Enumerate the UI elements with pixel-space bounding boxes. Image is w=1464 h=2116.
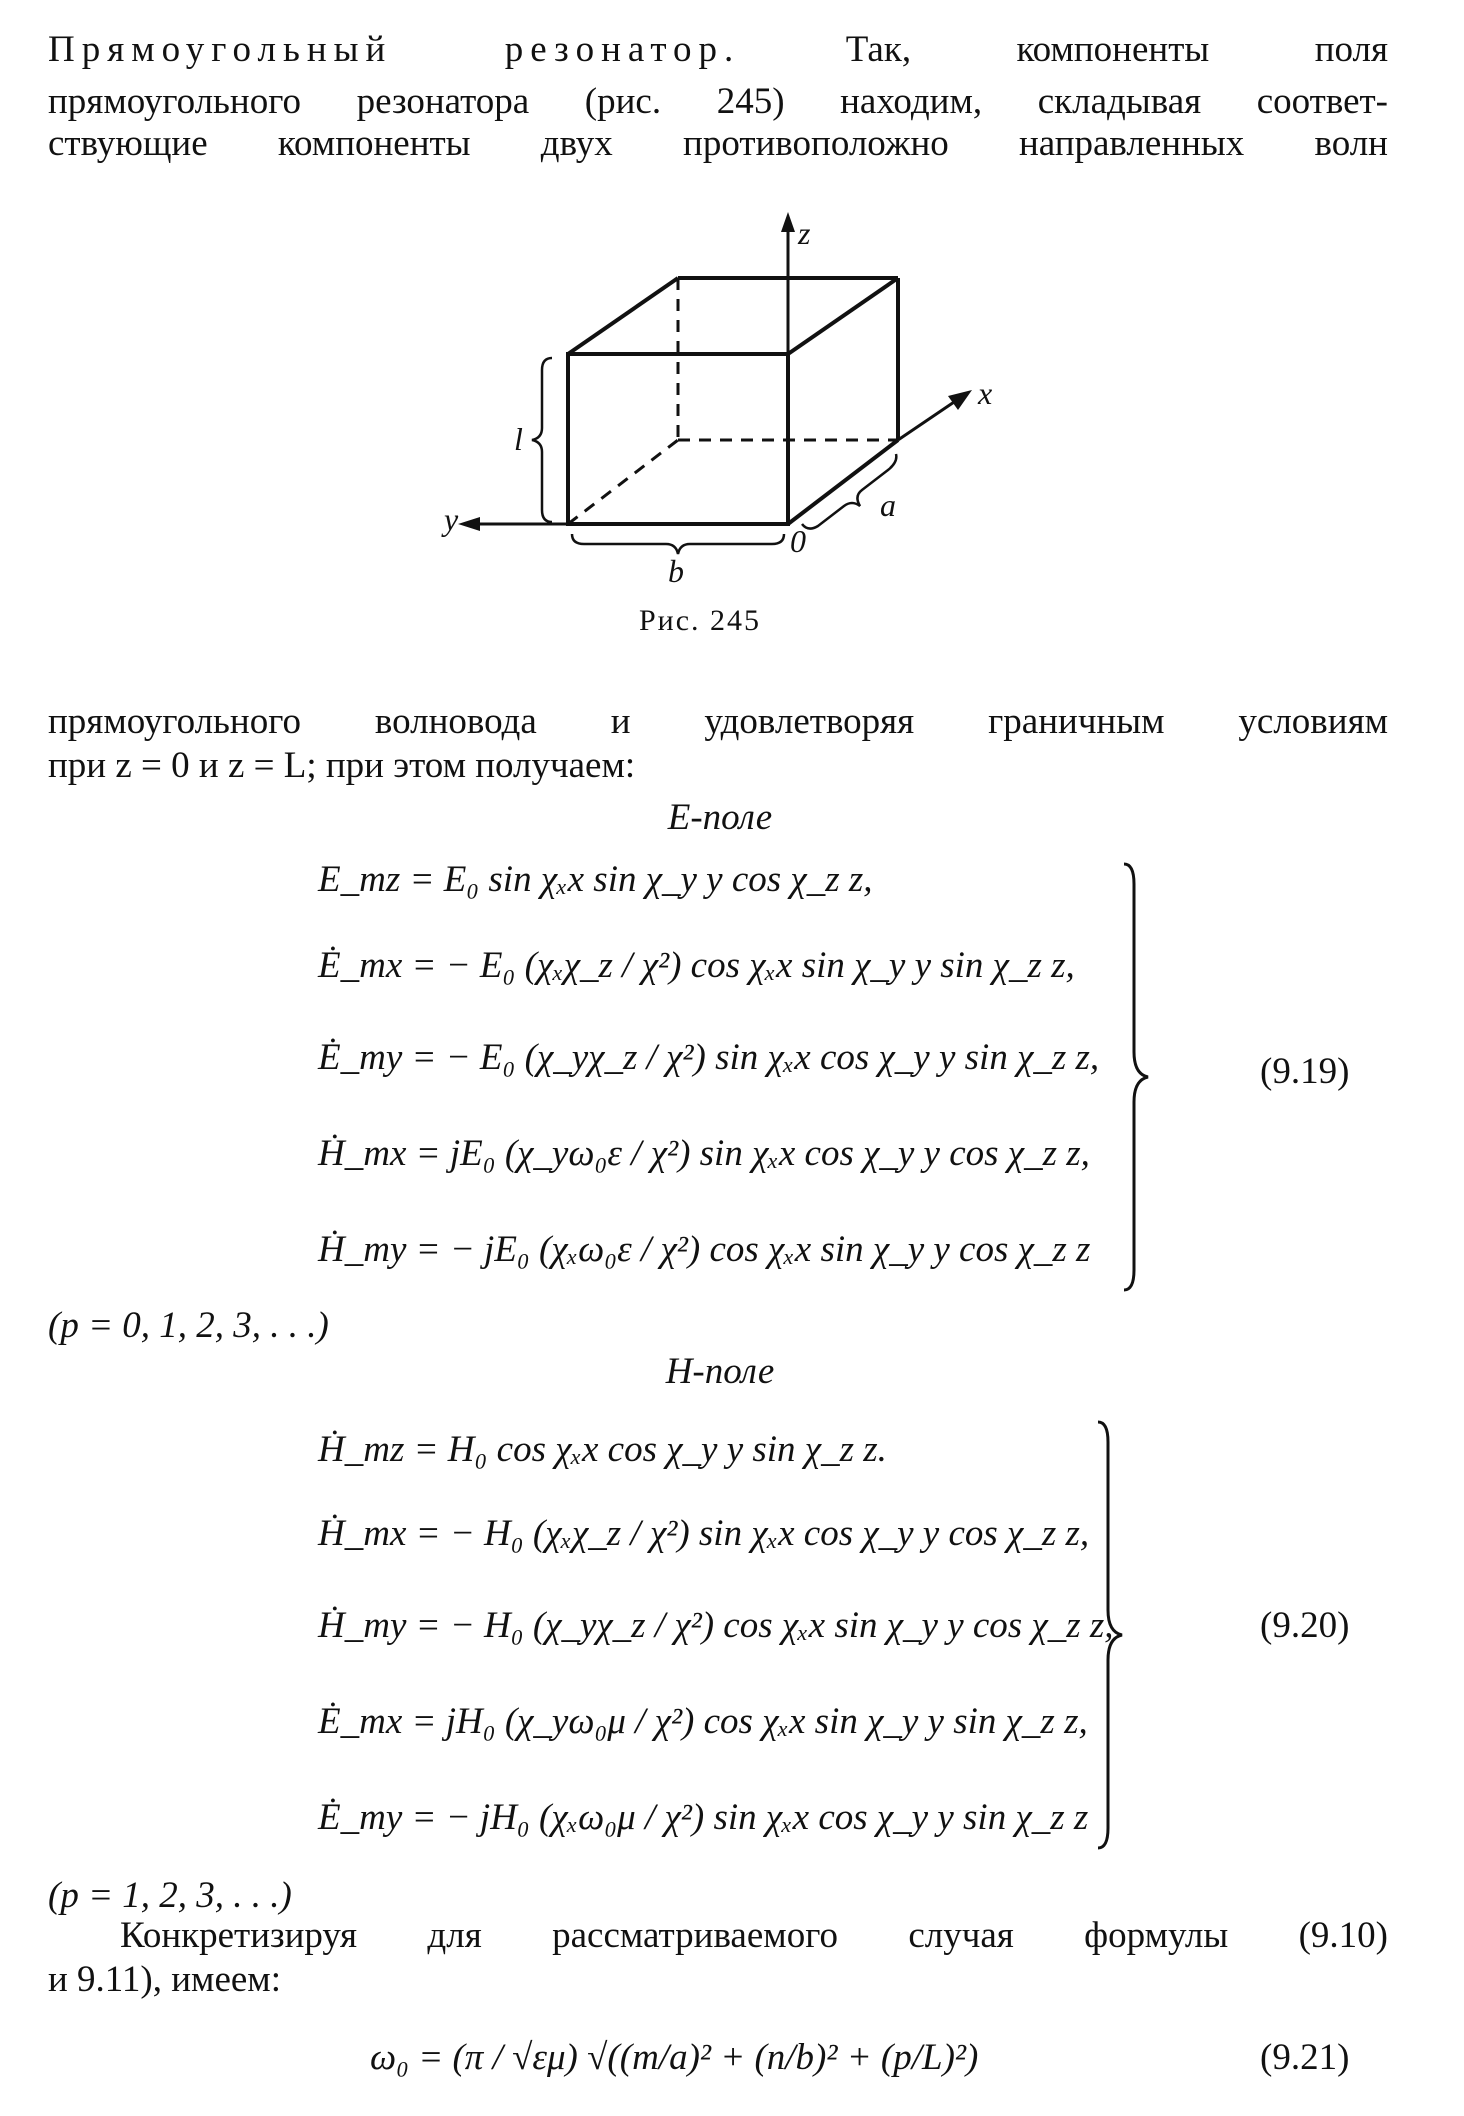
l-label: l bbox=[514, 421, 523, 457]
intro-line-1 bbox=[48, 28, 1388, 72]
h-field-brace bbox=[1092, 1420, 1132, 1850]
h-eq-4: Ė_mx = jH₀ (χ_yω₀μ / χ²) cos χₓx sin χ_y y sin χ_z z, bbox=[318, 1701, 1088, 1742]
h-field-condition: (p = 1, 2, 3, . . .) bbox=[48, 1875, 292, 1916]
intro-line-1-rest: Так, компоненты поля bbox=[845, 29, 1388, 70]
eq-number-9-19: (9.19) bbox=[1260, 1051, 1350, 1092]
a-label: a bbox=[880, 487, 896, 523]
after-figure-line-1: прямоугольного волновода и удовлетворяя граничным условиям bbox=[48, 701, 1388, 742]
eq-number-9-20: (9.20) bbox=[1260, 1605, 1350, 1646]
e-eq-5: Ḣ_my = − jE₀ (χₓω₀ε / χ²) cos χₓx sin χ_y y cos χ_z z bbox=[318, 1229, 1091, 1270]
l-brace bbox=[532, 358, 552, 522]
after-figure-line-2: при z = 0 и z = L; при этом получаем: bbox=[48, 745, 636, 786]
eq-number-9-21: (9.21) bbox=[1260, 2037, 1350, 2078]
figure-245-diagram bbox=[440, 210, 1080, 590]
e-eq-1: E_mz = E₀ sin χₓx sin χ_y y cos χ_z z, bbox=[318, 859, 873, 900]
y-axis-label: y bbox=[444, 501, 459, 537]
e-field-condition: (p = 0, 1, 2, 3, . . .) bbox=[48, 1305, 329, 1346]
h-eq-1: Ḣ_mz = H₀ cos χₓx cos χ_y y sin χ_z z. bbox=[318, 1429, 887, 1470]
x-axis bbox=[898, 398, 960, 440]
conclusion-line-1: Конкретизируя для рассматриваемого случая формулы (9.10) bbox=[120, 1915, 1388, 1956]
b-brace bbox=[572, 534, 784, 554]
origin-label: 0 bbox=[790, 523, 806, 559]
b-label: b bbox=[668, 553, 684, 589]
omega-formula: ω₀ = (π / √εμ) √((m/a)² + (n/b)² + (p/L)²) bbox=[370, 2037, 979, 2078]
e-eq-4: Ḣ_mx = jE₀ (χ_yω₀ε / χ²) sin χₓx cos χ_y y cos χ_z z, bbox=[318, 1133, 1090, 1174]
e-field-brace bbox=[1118, 862, 1158, 1292]
conclusion-line-2: и 9.11), имеем: bbox=[48, 1959, 282, 2000]
h-eq-5: Ė_my = − jH₀ (χₓω₀μ / χ²) sin χₓx cos χ_y y sin χ_z z bbox=[318, 1797, 1089, 1838]
section-title: Прямоугольный резонатор. bbox=[48, 29, 741, 70]
z-axis-label: z bbox=[798, 215, 811, 251]
x-axis-label: x bbox=[978, 375, 993, 411]
h-eq-2: Ḣ_mx = − H₀ (χₓχ_z / χ²) sin χₓx cos χ_y y cos χ_z z, bbox=[318, 1513, 1090, 1554]
h-field-heading: H-поле bbox=[665, 1351, 775, 1392]
figure-caption: Рис. 245 bbox=[638, 604, 762, 637]
intro-line-3: ствующие компоненты двух противоположно направленных волн bbox=[48, 123, 1388, 164]
e-field-heading: E-поле bbox=[667, 797, 773, 838]
h-eq-3: Ḣ_my = − H₀ (χ_yχ_z / χ²) cos χₓx sin χ_y y cos χ_z z, bbox=[318, 1605, 1114, 1646]
e-eq-2: Ė_mx = − E₀ (χₓχ_z / χ²) cos χₓx sin χ_y y sin χ_z z, bbox=[318, 945, 1075, 986]
intro-line-2: прямоугольного резонатора (рис. 245) находим, складывая соответ- bbox=[48, 81, 1388, 122]
e-eq-3: Ė_my = − E₀ (χ_yχ_z / χ²) sin χₓx cos χ_y y sin χ_z z, bbox=[318, 1037, 1100, 1078]
